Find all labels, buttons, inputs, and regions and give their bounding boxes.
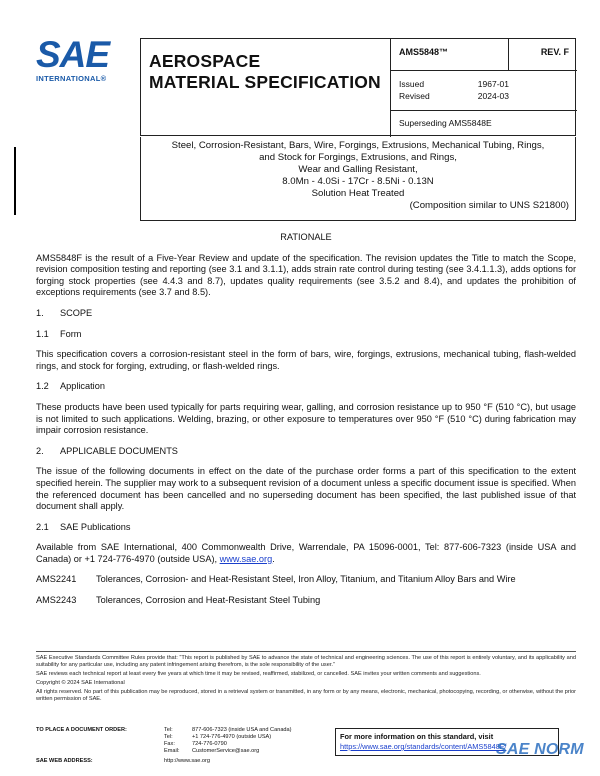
contact-value: +1 724-776-4970 (outside USA) <box>192 734 272 740</box>
subject-line1: Steel, Corrosion-Resistant, Bars, Wire, Forgings, Extrusions, Mechanical Tubing, Rings, <box>171 140 545 151</box>
rationale-heading: RATIONALE <box>280 232 332 242</box>
reference-row <box>36 574 576 586</box>
section-1-2-text: These products have been used typically for parts requiring wear, galling, and corrosion resistance up to 950 °F (510 °C), but usage is not limited to such applications. Welding, brazing, or other exposure to temperatures over 950 °F (510 °C) during fabrication may impair corrosion resistance. <box>36 401 576 436</box>
section-number: 2. <box>36 445 44 456</box>
section-number: 1. <box>36 307 44 318</box>
subject-line3: Wear and Galling Resistant, <box>298 164 418 175</box>
document-header <box>140 38 576 136</box>
logo-subtitle: INTERNATIONAL® <box>36 74 107 83</box>
contact-key: Tel: <box>164 734 173 740</box>
section-title: APPLICABLE DOCUMENTS <box>60 445 178 456</box>
spec-title <box>141 39 391 137</box>
contact-key: Fax: <box>164 741 175 747</box>
rationale-text: AMS5848F is the result of a Five-Year Review and update of the specification. The revision updates the Title to match the Scope, revision composition testing and reporting (see 3.1 and 3.1.1), adds strain rate control during testing (see 3.4.1.1.3), adds options for forging stock properties (see 4.4.3 and 8.7), updates quality requirements (see 3.5.2 and 8.4), and updates the prohibition of exceptions requirements (see 3.7 and 8.5). <box>36 252 576 298</box>
section-number: 1.2 <box>36 381 49 392</box>
revision-label: REV. F <box>509 39 577 71</box>
section-2-heading <box>36 446 576 458</box>
footer-divider <box>36 651 576 652</box>
section-title: Form <box>60 328 82 339</box>
reference-title: Tolerances, Corrosion and Heat-Resistant Steel Tubing <box>96 595 321 606</box>
doc-number: AMS5848™ <box>391 39 509 71</box>
logo-mark: SAE <box>36 34 110 75</box>
subject-line4: 8.0Mn - 4.0Si - 17Cr - 8.5Ni - 0.13N <box>282 176 434 187</box>
issue-dates <box>391 71 577 111</box>
web-address-label: SAE WEB ADDRESS: <box>36 758 93 764</box>
spec-title-line2: MATERIAL SPECIFICATION <box>149 72 381 92</box>
section-2-1-heading <box>36 522 576 534</box>
footer-rights: All rights reserved. No part of this publication may be reproduced, stored in a retrieval system or transmitted, in any form or by any means, electronic, mechanical, photocopying, recording, or otherwise, without the prior written permission of SAE. <box>36 689 576 702</box>
contact-key: Email: <box>164 748 180 754</box>
contact-email[interactable]: CustomerService@sae.org <box>192 748 260 754</box>
section-2-1-body: Available from SAE International, 400 Commonwealth Drive, Warrendale, PA 15096-0001, Tel: 877-606-7323 (inside USA and Canada) or +1 724-776-4970 (outside USA), <box>36 542 576 564</box>
issued-value: 1967-01 <box>477 79 509 89</box>
section-title: Application <box>60 381 105 392</box>
reference-code: AMS2243 <box>36 595 77 606</box>
footer-rules: SAE Executive Standards Committee Rules provide that: “This report is published by SAE to advance the state of technical and engineering sciences. The use of this report is entirely voluntary, and its applicability and suitability for any particular use, including any patent infringement arising therefrom, is the sole responsibility of the user.” <box>36 655 576 668</box>
contact-value: 724-776-0790 <box>192 741 227 747</box>
footer-review: SAE reviews each technical report at least every five years at which time it may be revised, reaffirmed, stabilized, or cancelled. SAE invites your written comments and suggestions. <box>36 671 481 677</box>
sae-logo <box>36 34 126 83</box>
section-1-1-heading <box>36 329 576 341</box>
superseding: Superseding AMS5848E <box>399 118 492 128</box>
contact-row <box>36 734 336 741</box>
subject-line2: and Stock for Forgings, Extrusions, and Rings, <box>259 152 457 163</box>
subject-line6: (Composition similar to UNS S21800) <box>409 200 569 211</box>
section-number: 2.1 <box>36 521 49 532</box>
section-1-2-heading <box>36 381 576 393</box>
section-title: SCOPE <box>60 307 93 318</box>
section-1-heading <box>36 308 576 320</box>
contact-key: Tel: <box>164 727 173 733</box>
contact-row <box>36 727 336 734</box>
order-label: TO PLACE A DOCUMENT ORDER: <box>36 727 127 733</box>
reference-code: AMS2241 <box>36 574 77 585</box>
contact-row <box>36 748 336 755</box>
section-title: SAE Publications <box>60 521 131 532</box>
web-address-row <box>36 758 210 764</box>
standard-link[interactable]: https://www.sae.org/standards/content/AMS5848F/ <box>340 742 507 751</box>
revised-label: Revised <box>399 91 430 101</box>
sae-website-link[interactable]: www.sae.org <box>219 553 273 564</box>
reference-title: Tolerances, Corrosion- and Heat-Resistant Steel, Iron Alloy, Titanium, and Titanium Alloy Bars and Wire <box>96 574 516 585</box>
web-address-key: http: <box>164 758 175 764</box>
subject-line5: Solution Heat Treated <box>311 188 405 199</box>
section-1-1-text: This specification covers a corrosion-resistant steel in the form of bars, wire, forgings, extrusions, mechanical tubing, flash-welded rings, and stock for forging, extruding, or flash-welded rings. <box>36 349 576 371</box>
contact-value: 877-606-7323 (inside USA and Canada) <box>192 727 292 733</box>
subject-block <box>140 137 576 221</box>
section-2-1-text <box>36 542 576 565</box>
watermark: SAE NORM <box>496 741 584 758</box>
more-info-text: For more information on this standard, visit <box>340 732 494 741</box>
spec-title-line1: AEROSPACE <box>149 51 261 71</box>
footer-notes <box>36 655 576 705</box>
footer-copyright: Copyright © 2024 SAE International <box>36 680 125 686</box>
change-bar <box>14 147 16 215</box>
section-2-text: The issue of the following documents in effect on the date of the purchase order forms a part of this specification to the extent specified herein. The supplier may work to a subsequent revision of a document unless a specific document issue is specified. When the referenced document has been cancelled and no superseding document has been specified, the last published issue of that document shall apply. <box>36 466 576 512</box>
section-number: 1.1 <box>36 328 49 339</box>
reference-row <box>36 595 576 607</box>
order-contact <box>36 727 336 755</box>
contact-row <box>36 741 336 748</box>
revised-value: 2024-03 <box>477 91 509 101</box>
document-body <box>36 232 576 616</box>
web-address-value[interactable]: //www.sae.org <box>174 758 211 764</box>
issued-label: Issued <box>399 79 425 89</box>
sentence-end: . <box>272 553 275 564</box>
